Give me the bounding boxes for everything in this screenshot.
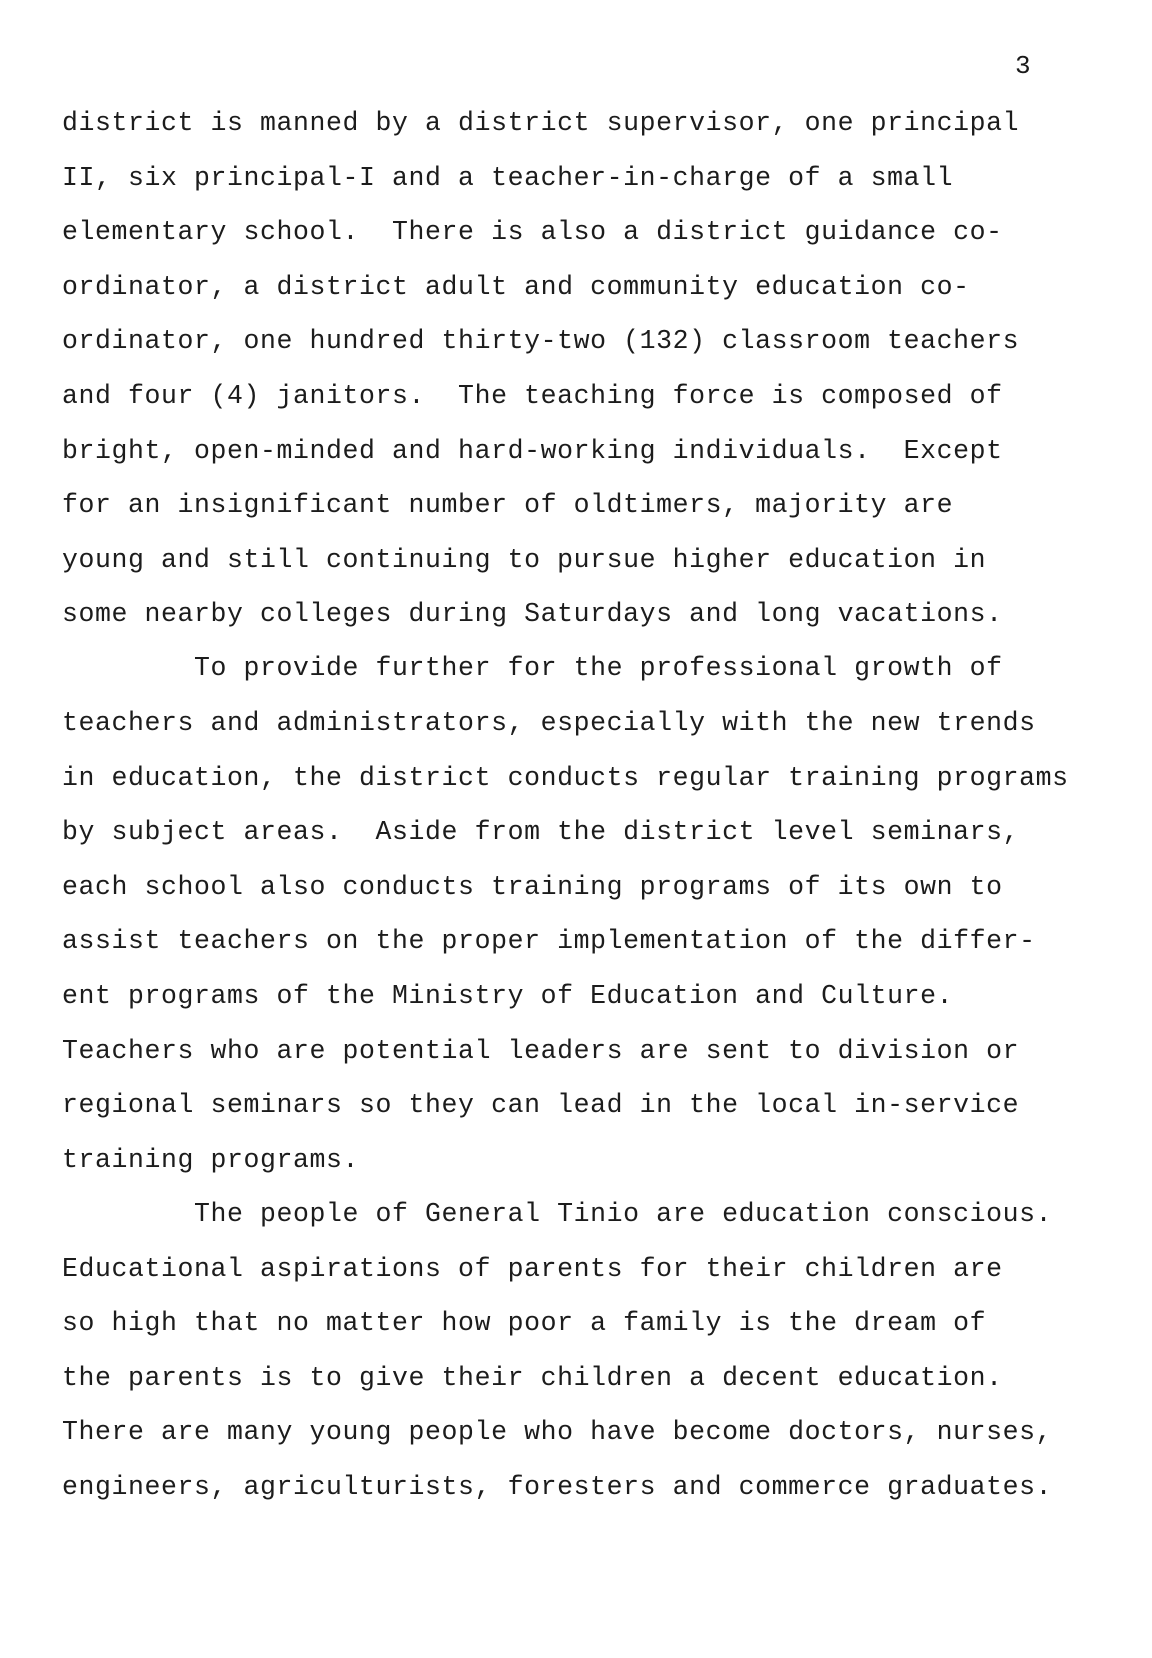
text-line: Teachers who are potential leaders are sent to division or bbox=[62, 1036, 1020, 1066]
text-line: bright, open-minded and hard-working individuals. Except bbox=[62, 436, 1003, 466]
page-number: 3 bbox=[1015, 51, 1032, 81]
text-line: ordinator, one hundred thirty-two (132) classroom teachers bbox=[62, 326, 1020, 356]
text-line: in education, the district conducts regular training programs bbox=[62, 763, 1069, 793]
text-line: To provide further for the professional growth of bbox=[62, 653, 1003, 683]
text-line: each school also conducts training programs of its own to bbox=[62, 872, 1003, 902]
text-line: teachers and administrators, especially with the new trends bbox=[62, 708, 1036, 738]
text-line: training programs. bbox=[62, 1145, 360, 1175]
text-line: and four (4) janitors. The teaching force is composed of bbox=[62, 381, 1003, 411]
text-line: young and still continuing to pursue higher education in bbox=[62, 545, 987, 575]
text-line: assist teachers on the proper implementation of the differ- bbox=[62, 926, 1036, 956]
text-line: II, six principal-I and a teacher-in-charge of a small bbox=[62, 163, 954, 193]
text-line: engineers, agriculturists, foresters and commerce graduates. bbox=[62, 1472, 1053, 1502]
text-line: for an insignificant number of oldtimers, majority are bbox=[62, 490, 954, 520]
text-line: district is manned by a district supervisor, one principal bbox=[62, 108, 1020, 138]
text-line: Educational aspirations of parents for their children are bbox=[62, 1254, 1003, 1284]
text-line: ent programs of the Ministry of Education and Culture. bbox=[62, 981, 954, 1011]
text-line: by subject areas. Aside from the district level seminars, bbox=[62, 817, 1020, 847]
text-line: some nearby colleges during Saturdays and long vacations. bbox=[62, 599, 1003, 629]
text-line: so high that no matter how poor a family is the dream of bbox=[62, 1308, 987, 1338]
text-line: ordinator, a district adult and community education co- bbox=[62, 272, 970, 302]
text-line: elementary school. There is also a district guidance co- bbox=[62, 217, 1003, 247]
text-line: regional seminars so they can lead in the local in-service bbox=[62, 1090, 1020, 1120]
text-line: The people of General Tinio are education conscious. bbox=[62, 1199, 1053, 1229]
text-line: the parents is to give their children a decent education. bbox=[62, 1363, 1003, 1393]
text-line: There are many young people who have become doctors, nurses, bbox=[62, 1417, 1053, 1447]
